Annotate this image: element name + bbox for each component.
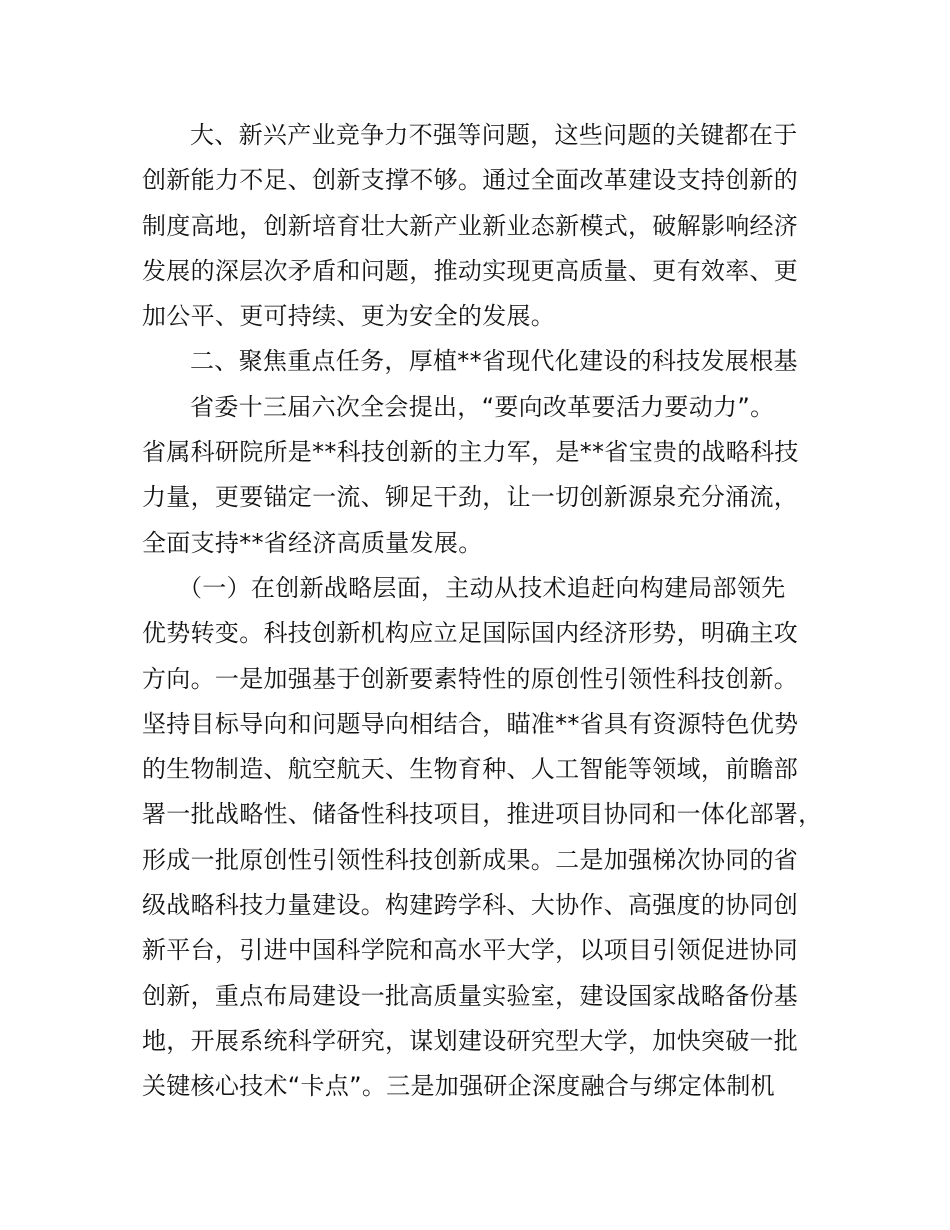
text-line: 省委十三届六次全会提出，“要向改革要活力要动力”。 [190, 392, 775, 421]
text-line: 发展的深层次矛盾和问题，推动实现更高质量、更有效率、更 [142, 256, 799, 285]
text-line: 级战略科技力量建设。构建跨学科、大协作、高强度的协同创 [142, 891, 799, 920]
text-line: 加公平、更可持续、更为安全的发展。 [142, 302, 556, 331]
section-heading: 二、聚焦重点任务，厚植**省现代化建设的科技发展根基 [190, 347, 798, 376]
document-body [142, 113, 823, 1110]
text-line: 署一批战略性、储备性科技项目，推进项目协同和一体化部署， [142, 800, 823, 829]
text-line: 省属科研院所是**科技创新的主力军，是**省宝贵的战略科技 [142, 438, 799, 467]
text-line: 地，开展系统科学研究，谋划建设研究型大学，加快突破一批 [142, 1026, 799, 1055]
text-line: 力量，更要锚定一流、铆足干劲，让一切创新源泉充分涌流， [142, 483, 799, 512]
text-line: 大、新兴产业竞争力不强等问题，这些问题的关键都在于 [190, 121, 798, 149]
text-line: 关键核心技术“卡点”。三是加强研企深度融合与绑定体制机 [142, 1072, 775, 1101]
text-line: 全面支持**省经济高质量发展。 [142, 528, 483, 557]
text-line: 坚持目标导向和问题导向相结合，瞄准**省具有资源特色优势 [142, 709, 799, 738]
subsection-heading: （一）在创新战略层面，主动从技术追赶向构建局部领先 [178, 573, 786, 602]
text-line: 形成一批原创性引领性科技创新成果。二是加强梯次协同的省 [142, 845, 799, 874]
text-line: 制度高地，创新培育壮大新产业新业态新模式，破解影响经济 [142, 211, 799, 240]
text-line: 方向。一是加强基于创新要素特性的原创性引领性科技创新。 [142, 664, 799, 693]
text-line: 新平台，引进中国科学院和高水平大学，以项目引领促进协同 [142, 936, 799, 965]
text-line: 创新，重点布局建设一批高质量实验室，建设国家战略备份基 [142, 981, 799, 1010]
text-line: 优势转变。科技创新机构应立足国际国内经济形势，明确主攻 [142, 619, 799, 648]
text-line: 的生物制造、航空航天、生物育种、人工智能等领域，前瞻部 [142, 755, 799, 784]
text-line: 创新能力不足、创新支撑不够。通过全面改革建设支持创新的 [142, 166, 799, 195]
